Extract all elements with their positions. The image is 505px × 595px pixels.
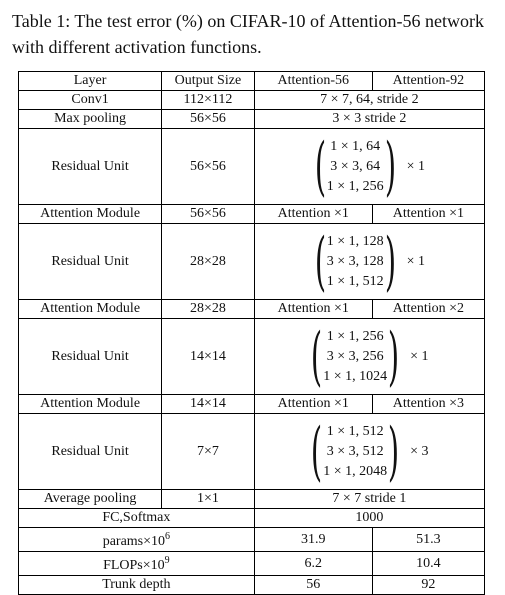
layer-cell: Residual Unit: [19, 224, 162, 300]
table-row: [19, 414, 485, 490]
conv-line: 1 × 1, 256: [326, 178, 384, 194]
architecture-table: [18, 71, 485, 595]
layer-cell: Max pooling: [19, 110, 162, 129]
a92-cell: 51.3: [372, 528, 484, 552]
table-row: [19, 300, 485, 319]
table-row: [19, 490, 485, 509]
spec-cell: 7 × 7, 64, stride 2: [254, 91, 484, 110]
layer-cell: Conv1: [19, 91, 162, 110]
a92-cell: 92: [372, 576, 484, 595]
flops-label: FLOPs×10: [103, 558, 165, 573]
layer-cell: Residual Unit: [19, 319, 162, 395]
conv-line: 3 × 3, 512: [326, 443, 384, 459]
residual-stack: [323, 327, 387, 387]
residual-stack: [327, 232, 384, 292]
repeat-multiplier: × 1: [410, 348, 429, 364]
header-row: [19, 72, 485, 91]
a56-cell: 6.2: [254, 552, 372, 576]
residual-stack: [327, 137, 384, 197]
table-caption: Table 1: The test error (%) on CIFAR-10 of Attention-56 network with different activation functions.: [12, 11, 484, 57]
a56-cell: Attention ×1: [254, 395, 372, 414]
residual-spec-cell: ( 1 × 1, 128 3 × 3, 128 1 × 1, 512 ) × 1: [254, 224, 484, 300]
table-row: [19, 110, 485, 129]
header-attention-56: Attention-56: [254, 72, 372, 91]
a92-cell: Attention ×2: [372, 300, 484, 319]
table-row: [19, 528, 485, 552]
conv-line: 1 × 1, 128: [326, 233, 384, 249]
repeat-multiplier: × 1: [406, 253, 425, 269]
layer-cell: Residual Unit: [19, 414, 162, 490]
residual-spec-cell: ( 1 × 1, 64 3 × 3, 64 1 × 1, 256 ) × 1: [254, 129, 484, 205]
size-cell: 7×7: [162, 414, 255, 490]
conv-line: 3 × 3, 128: [326, 253, 384, 269]
a92-cell: Attention ×1: [372, 205, 484, 224]
conv-line: 1 × 1, 256: [326, 328, 384, 344]
a92-cell: Attention ×3: [372, 395, 484, 414]
table-row: [19, 205, 485, 224]
conv-line: 3 × 3, 256: [326, 348, 384, 364]
table-row: [19, 129, 485, 205]
conv-line: 3 × 3, 64: [330, 158, 381, 174]
size-cell: 14×14: [162, 395, 255, 414]
a56-cell: 31.9: [254, 528, 372, 552]
spec-cell: 3 × 3 stride 2: [254, 110, 484, 129]
spec-cell: 1000: [254, 509, 484, 528]
size-cell: 112×112: [162, 91, 255, 110]
residual-spec-cell: ( 1 × 1, 256 3 × 3, 256 1 × 1, 1024 ) × 1: [254, 319, 484, 395]
header-layer: Layer: [19, 72, 162, 91]
table-row: [19, 319, 485, 395]
layer-cell: Attention Module: [19, 300, 162, 319]
table-row: [19, 395, 485, 414]
table-row: [19, 91, 485, 110]
size-cell: 28×28: [162, 300, 255, 319]
layer-cell: Residual Unit: [19, 129, 162, 205]
a56-cell: Attention ×1: [254, 300, 372, 319]
params-label: params×10: [102, 534, 166, 549]
conv-line: 1 × 1, 1024: [323, 368, 388, 384]
conv-line: 1 × 1, 512: [326, 423, 384, 439]
conv-line: 1 × 1, 64: [330, 138, 381, 154]
flops-label-cell: [19, 552, 255, 576]
params-label-cell: [19, 528, 255, 552]
repeat-multiplier: × 1: [406, 158, 425, 174]
table-row: [19, 552, 485, 576]
layer-cell: FC,Softmax: [19, 509, 255, 528]
residual-stack: [323, 422, 387, 482]
size-cell: 1×1: [162, 490, 255, 509]
spec-cell: 7 × 7 stride 1: [254, 490, 484, 509]
conv-line: 1 × 1, 2048: [323, 463, 388, 479]
size-cell: 56×56: [162, 205, 255, 224]
repeat-multiplier: × 3: [410, 443, 429, 459]
flops-exponent: 9: [164, 555, 170, 566]
residual-spec-cell: ( 1 × 1, 512 3 × 3, 512 1 × 1, 2048 ) × 3: [254, 414, 484, 490]
a56-cell: Attention ×1: [254, 205, 372, 224]
header-attention-92: Attention-92: [372, 72, 484, 91]
layer-cell: Attention Module: [19, 395, 162, 414]
a92-cell: 10.4: [372, 552, 484, 576]
conv-line: 1 × 1, 512: [326, 273, 384, 289]
table-row: [19, 509, 485, 528]
size-cell: 14×14: [162, 319, 255, 395]
size-cell: 28×28: [162, 224, 255, 300]
table-row: [19, 224, 485, 300]
params-exponent: 6: [165, 531, 171, 542]
layer-cell: Attention Module: [19, 205, 162, 224]
size-cell: 56×56: [162, 110, 255, 129]
header-output-size: Output Size: [162, 72, 255, 91]
table-row: [19, 576, 485, 595]
layer-cell: Trunk depth: [19, 576, 255, 595]
a56-cell: 56: [254, 576, 372, 595]
size-cell: 56×56: [162, 129, 255, 205]
layer-cell: Average pooling: [19, 490, 162, 509]
